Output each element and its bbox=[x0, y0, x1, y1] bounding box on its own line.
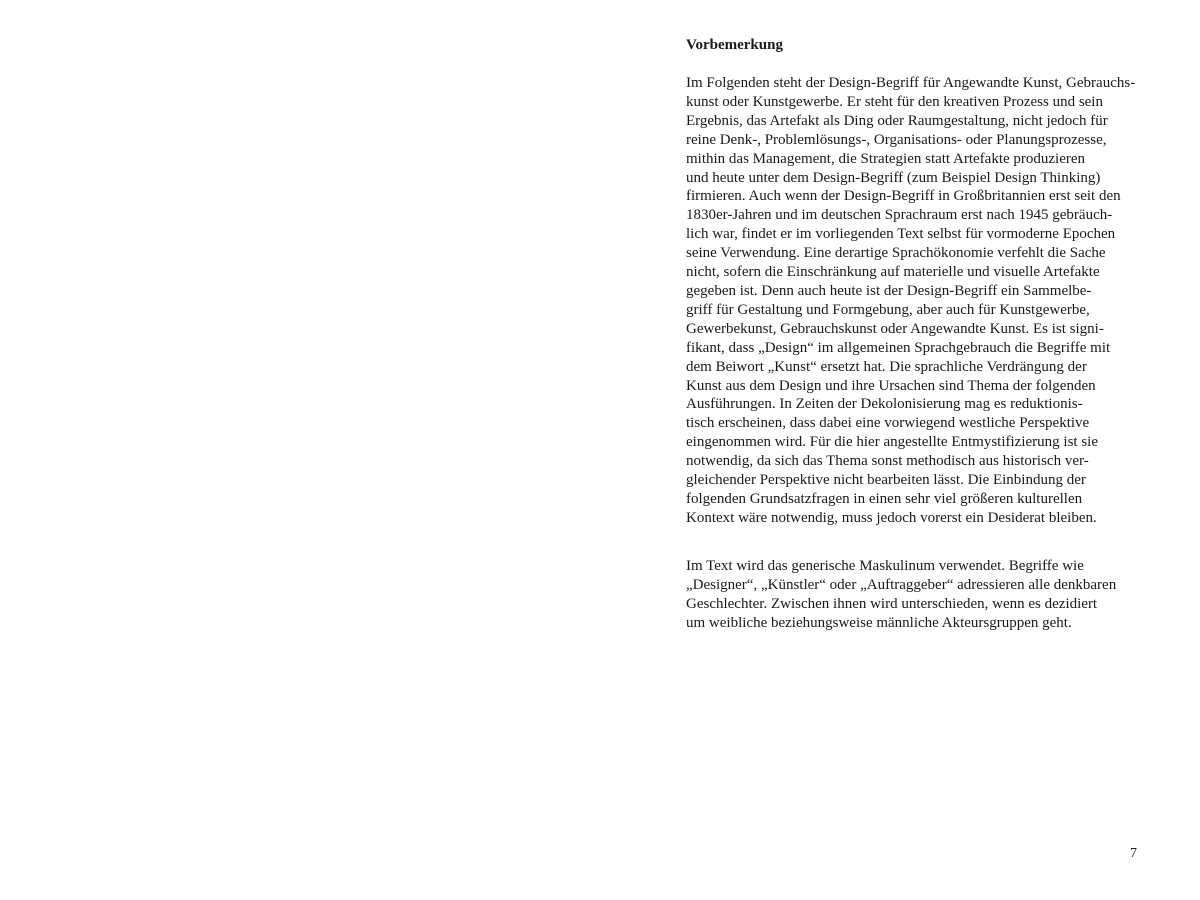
text-line: seine Verwendung. Eine derartige Sprachökonomie verfehlt die Sache bbox=[686, 245, 1106, 262]
text-line: und heute unter dem Design-Begriff (zum Beispiel Design Thinking) bbox=[686, 169, 1101, 186]
text-line: fikant, dass „Design“ im allgemeinen Sprachgebrauch die Begriffe mit bbox=[686, 339, 1111, 356]
text-line: eingenommen wird. Für die hier angestellte Entmystifizierung ist sie bbox=[686, 434, 1098, 451]
text-line: tisch erscheinen, dass dabei eine vorwiegend westliche Perspektive bbox=[686, 415, 1090, 432]
text-line: „Designer“, „Künstler“ oder „Auftraggeber“ adressieren alle denkbaren bbox=[686, 576, 1117, 593]
text-line: Kontext wäre notwendig, muss jedoch vorerst ein Desiderat bleiben. bbox=[686, 509, 1097, 526]
section-heading: Vorbemerkung bbox=[686, 37, 783, 53]
right-page bbox=[600, 0, 1200, 900]
body-paragraph-2 bbox=[686, 557, 1166, 633]
text-line: Ausführungen. In Zeiten der Dekolonisierung mag es reduktionis- bbox=[686, 396, 1083, 413]
text-line: gegeben ist. Denn auch heute ist der Design-Begriff ein Sammelbe- bbox=[686, 282, 1092, 299]
text-line: folgenden Grundsatzfragen in einen sehr viel größeren kulturellen bbox=[686, 490, 1083, 507]
text-line: 1830er-Jahren und im deutschen Sprachraum erst nach 1945 gebräuch- bbox=[686, 207, 1113, 224]
text-line: Gewerbekunst, Gebrauchskunst oder Angewandte Kunst. Es ist signi- bbox=[686, 320, 1104, 337]
text-line: griff für Gestaltung und Formgebung, aber auch für Kunstgewerbe, bbox=[686, 301, 1090, 318]
text-line: Kunst aus dem Design und ihre Ursachen sind Thema der folgenden bbox=[686, 377, 1096, 394]
text-line: nicht, sofern die Einschränkung auf materielle und visuelle Artefakte bbox=[686, 264, 1100, 281]
text-line: um weibliche beziehungsweise männliche Akteursgruppen geht. bbox=[686, 614, 1072, 631]
text-line: Ergebnis, das Artefakt als Ding oder Raumgestaltung, nicht jedoch für bbox=[686, 112, 1108, 129]
text-line: Im Text wird das generische Maskulinum verwendet. Begriffe wie bbox=[686, 558, 1084, 574]
text-line: mithin das Management, die Strategien statt Artefakte produzieren bbox=[686, 150, 1086, 167]
page-number: 7 bbox=[1130, 846, 1137, 861]
text-line: dem Beiwort „Kunst“ ersetzt hat. Die sprachliche Verdrängung der bbox=[686, 358, 1087, 375]
text-line: kunst oder Kunstgewerbe. Er steht für den kreativen Prozess und sein bbox=[686, 93, 1103, 110]
text-line: reine Denk-, Problemlösungs-, Organisations- oder Planungsprozesse, bbox=[686, 131, 1107, 148]
text-line: notwendig, da sich das Thema sonst methodisch aus historisch ver- bbox=[686, 453, 1089, 470]
text-line: Geschlechter. Zwischen ihnen wird unterschieden, wenn es dezidiert bbox=[686, 595, 1098, 612]
text-line: gleichender Perspektive nicht bearbeiten lässt. Die Einbindung der bbox=[686, 472, 1086, 489]
text-line: lich war, findet er im vorliegenden Text selbst für vormoderne Epochen bbox=[686, 226, 1116, 243]
text-line: Im Folgenden steht der Design-Begriff für Angewandte Kunst, Gebrauchs- bbox=[686, 75, 1136, 91]
text-line: firmieren. Auch wenn der Design-Begriff in Großbritannien erst seit den bbox=[686, 188, 1121, 205]
body-paragraph-1 bbox=[686, 74, 1166, 528]
